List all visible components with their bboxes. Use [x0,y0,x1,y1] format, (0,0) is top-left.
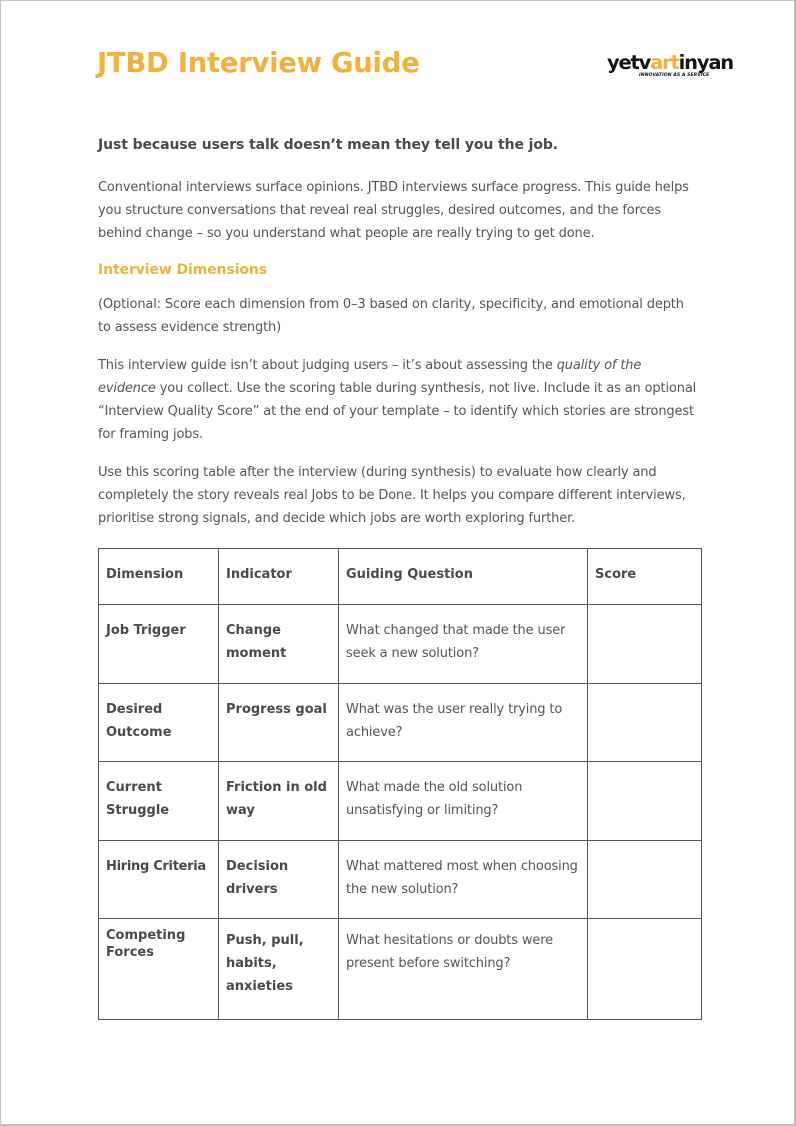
table-row [99,605,702,684]
cell-dimension: Hiring Criteria [99,841,219,919]
table-row [99,841,702,919]
lead-statement: Just because users talk doesn’t mean they tell you the job. [98,137,559,153]
cell-dimension: Competing Forces [99,919,219,1020]
header-dimension: Dimension [99,549,219,605]
cell-score[interactable] [588,762,702,841]
table-row [99,684,702,762]
evidence-emphasis: quality of the evidence [98,358,642,396]
section-heading-interview-dimensions: Interview Dimensions [98,262,268,278]
cell-question: What changed that made the user seek a new solution? [339,605,588,684]
header-guiding-question: Guiding Question [339,549,588,605]
cell-score[interactable] [588,605,702,684]
table-header-row [99,549,702,605]
logo-prefix: yetv [607,51,651,74]
logo-accent: art [650,51,679,74]
evidence-paragraph [98,354,698,446]
logo-tagline: INNOVATION AS A SERVICE [639,73,710,78]
cell-question: What mattered most when choosing the new solution? [339,841,588,919]
document-title: JTBD Interview Guide [97,47,420,79]
logo-suffix: inyan [678,51,733,74]
cell-score[interactable] [588,684,702,762]
brand-logo [607,52,747,86]
table-row [99,919,702,1020]
header-indicator: Indicator [219,549,339,605]
logo-wordmark [607,52,747,74]
cell-dimension: Current Struggle [99,762,219,841]
cell-question: What made the old solution unsatisfying or limiting? [339,762,588,841]
scoring-table [98,548,702,1020]
cell-indicator: Push, pull, habits, anxieties [219,919,339,1020]
optional-note: (Optional: Score each dimension from 0–3 based on clarity, specificity, and emotional depth to assess evidence strength) [98,297,684,335]
scoring-usage-paragraph: Use this scoring table after the interview (during synthesis) to evaluate how clearly and completely the story reveals real Jobs to be Done. It helps you compare different interviews, prioritise strong signals, and decide which jobs are worth exploring further. [98,465,686,526]
header-score: Score [588,549,702,605]
cell-indicator: Decision drivers [219,841,339,919]
cell-score[interactable] [588,919,702,1020]
cell-score[interactable] [588,841,702,919]
table-row [99,762,702,841]
cell-indicator: Friction in old way [219,762,339,841]
cell-indicator: Change moment [219,605,339,684]
cell-dimension: Desired Outcome [99,684,219,762]
cell-question: What was the user really trying to achieve? [339,684,588,762]
evidence-text-1: This interview guide isn’t about judging users – it’s about assessing the [98,358,557,373]
cell-indicator: Progress goal [219,684,339,762]
cell-dimension: Job Trigger [99,605,219,684]
intro-paragraph: Conventional interviews surface opinions. JTBD interviews surface progress. This guide helps you structure conversations that reveal real struggles, desired outcomes, and the forces behind change – so you understand what people are really trying to get done. [98,180,689,241]
cell-question: What hesitations or doubts were present before switching? [339,919,588,1020]
evidence-text-2: you collect. Use the scoring table during synthesis, not live. Include it as an optional “Interview Quality Score” at the end of your template – to identify which stories are strongest for framing jobs. [98,381,697,442]
